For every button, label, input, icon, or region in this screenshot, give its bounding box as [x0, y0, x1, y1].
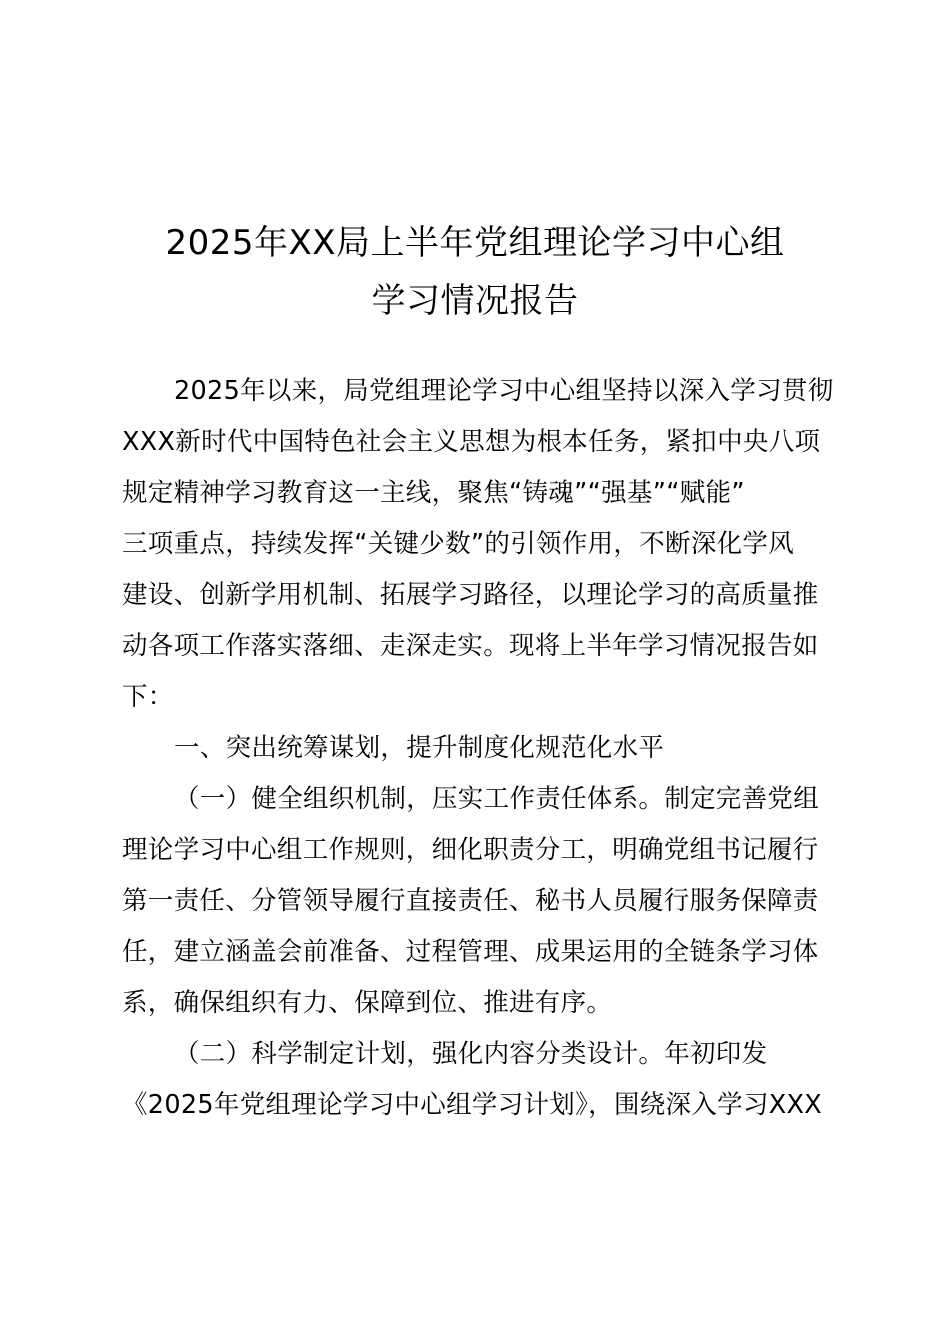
- subsection-1-line: 任，建立涵盖会前准备、过程管理、成果运用的全链条学习体: [122, 937, 819, 967]
- document-title: [60, 214, 890, 330]
- paragraph-intro-line: 建设、创新学用机制、拓展学习路径，以理论学习的高质量推: [122, 580, 819, 610]
- paragraph-intro-line: 规定精神学习教育这一主线，聚焦“铸魂”“强基”“赋能”: [122, 478, 745, 508]
- paragraph-intro-line: 三项重点，持续发挥“关键少数”的引领作用，不断深化学风: [122, 529, 795, 559]
- document-body: [122, 366, 832, 1131]
- paragraph-intro-line: 下：: [122, 682, 174, 712]
- title-line-2: 学习情况报告: [371, 281, 579, 321]
- subsection-1-line: （一）健全组织机制，压实工作责任体系。制定完善党组: [174, 784, 820, 814]
- title-line-1: 2025年XX局上半年党组理论学习中心组: [165, 223, 785, 263]
- paragraph-intro-line: 2025年以来，局党组理论学习中心组坚持以深入学习贯彻: [174, 376, 834, 406]
- paragraph-intro-line: XXX新时代中国特色社会主义思想为根本任务，紧扣中央八项: [122, 427, 821, 457]
- section-heading-1: 一、突出统筹谋划，提升制度化规范化水平: [174, 733, 665, 763]
- subsection-1-line: 理论学习中心组工作规则，细化职责分工，明确党组书记履行: [122, 835, 819, 865]
- subsection-2-line: （二）科学制定计划，强化内容分类设计。年初印发: [174, 1039, 768, 1069]
- paragraph-intro-line: 动各项工作落实落细、走深走实。现将上半年学习情况报告如: [122, 631, 819, 661]
- subsection-1-line: 第一责任、分管领导履行直接责任、秘书人员履行服务保障责: [122, 886, 819, 916]
- subsection-2-line: 《2025年党组理论学习中心组学习计划》，围绕深入学习XXX: [122, 1090, 823, 1120]
- subsection-1-line: 系，确保组织有力、保障到位、推进有序。: [122, 988, 613, 1018]
